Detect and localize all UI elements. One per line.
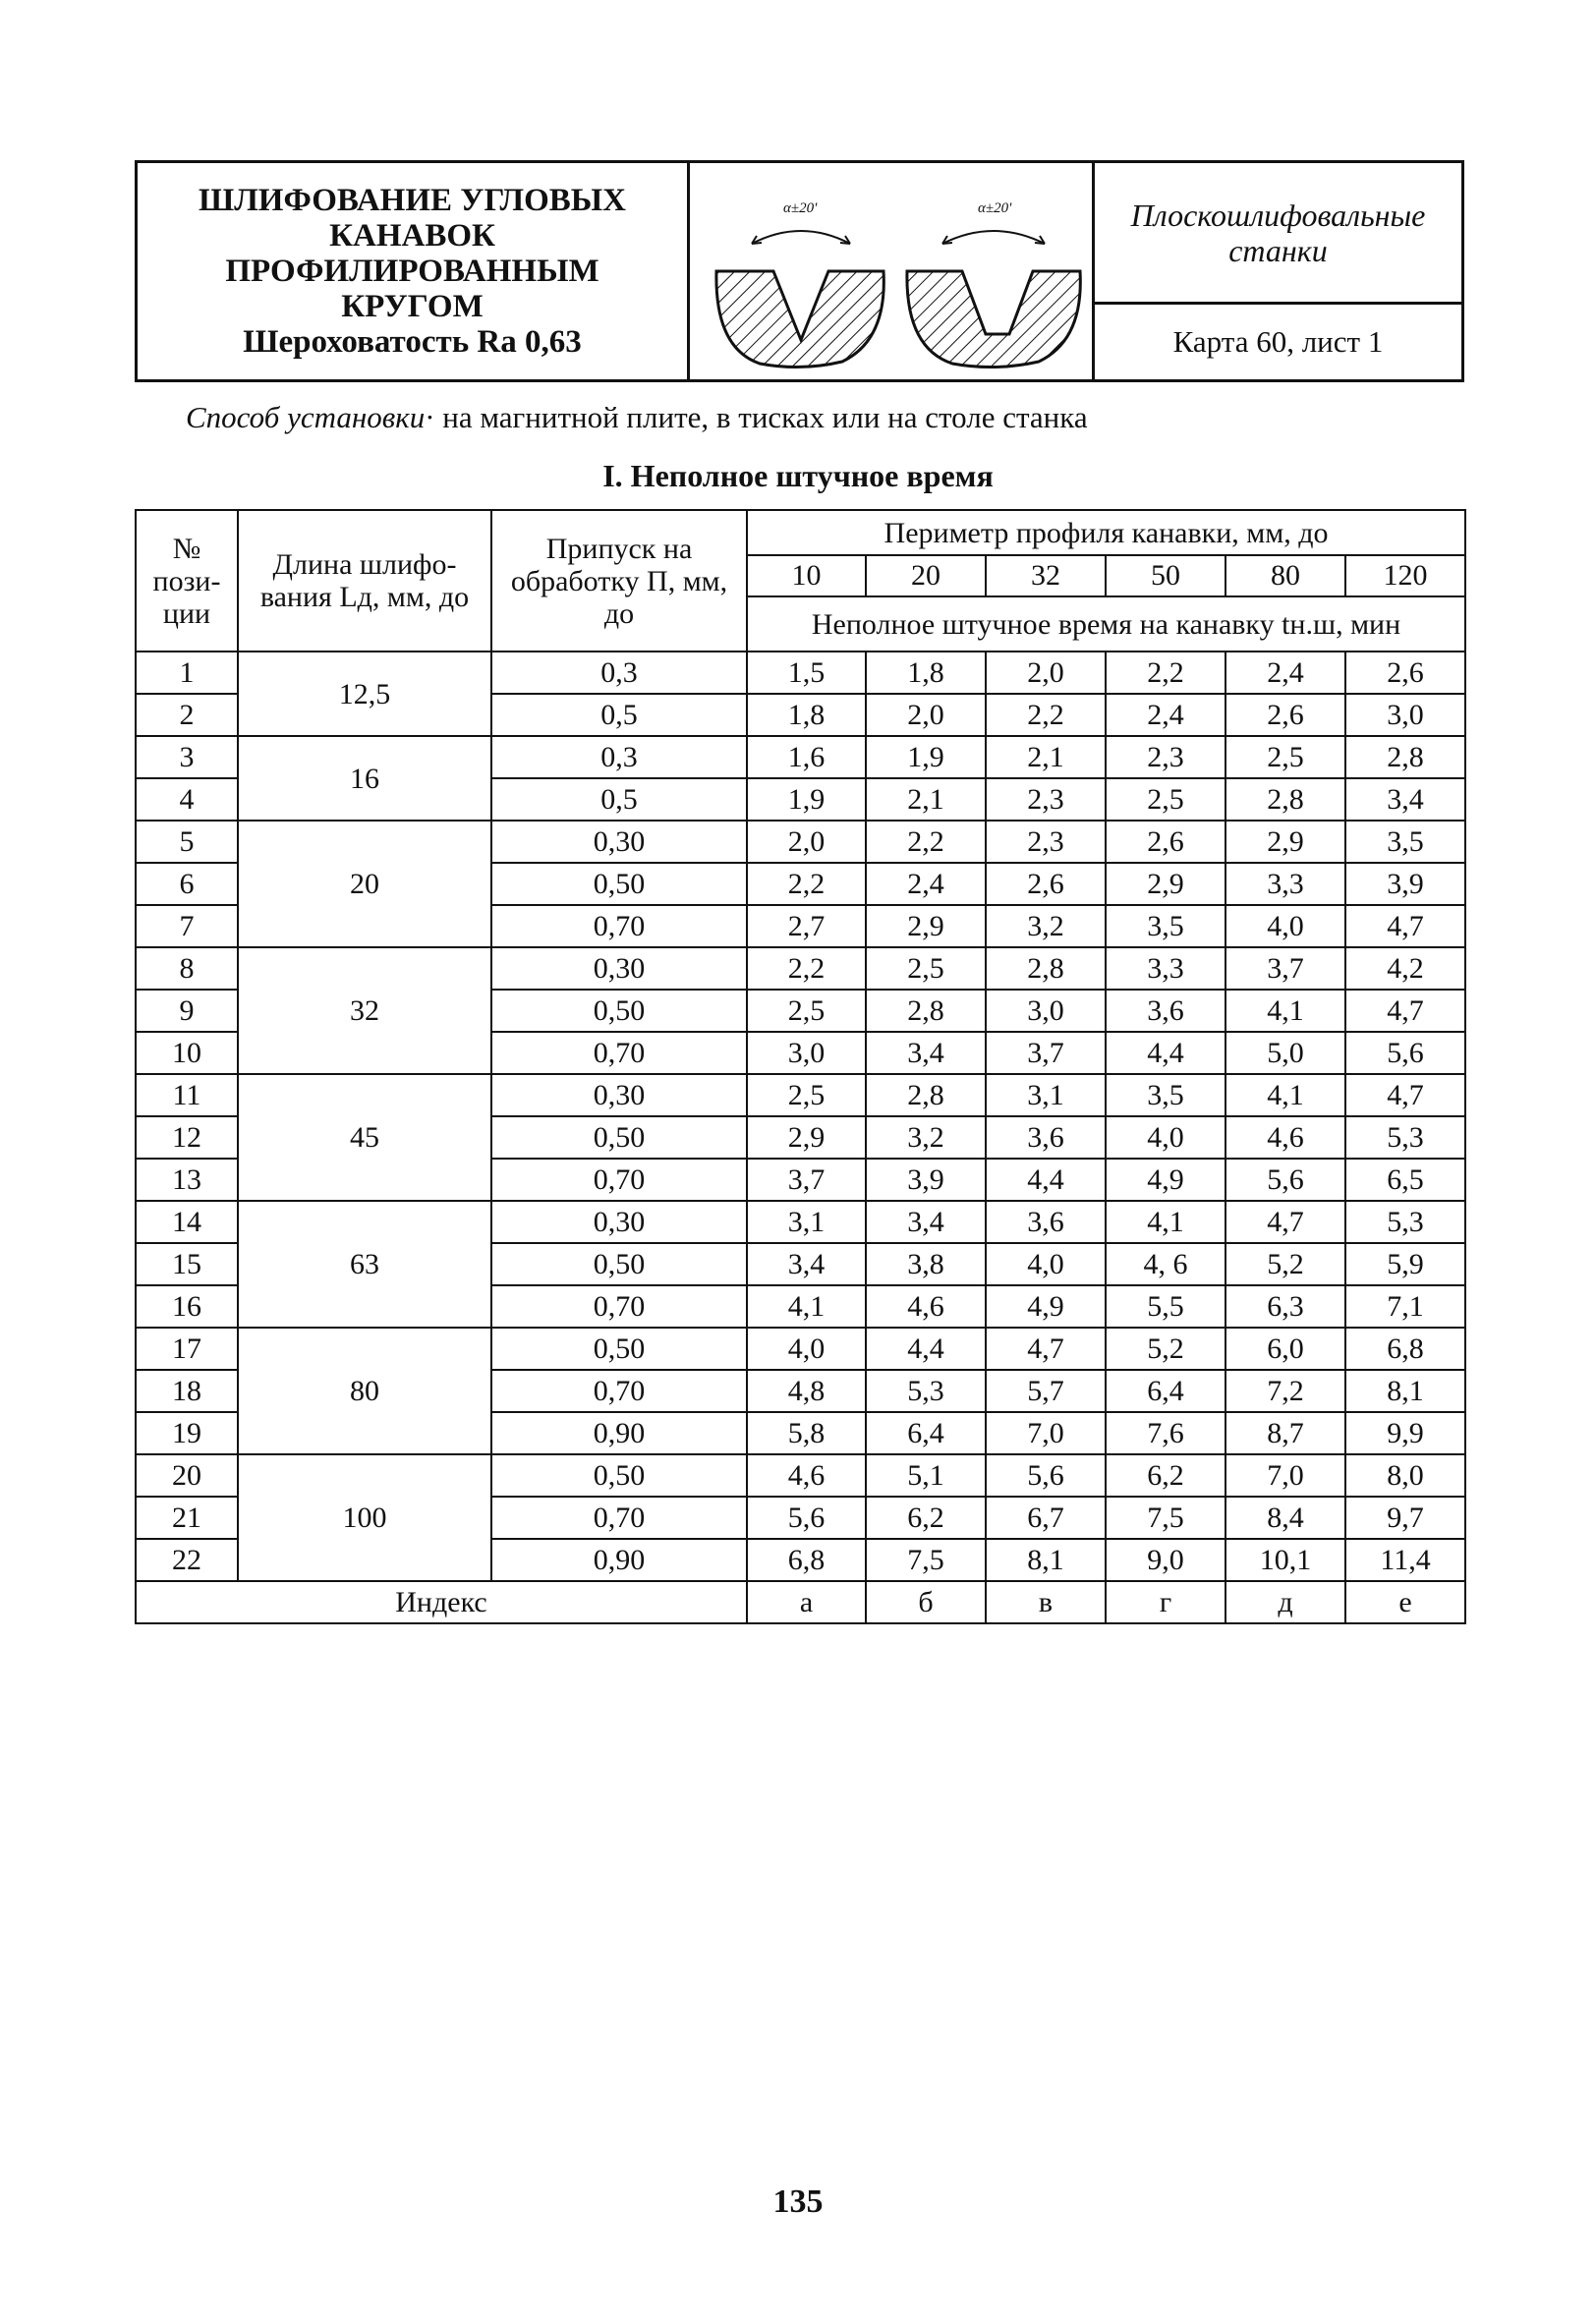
time-value: 8,1 [1345, 1370, 1465, 1412]
time-value: 5,7 [986, 1370, 1106, 1412]
grinding-length: 32 [238, 947, 491, 1074]
time-value: 5,6 [747, 1497, 866, 1539]
time-value: 9,7 [1345, 1497, 1465, 1539]
time-value: 2,2 [1106, 652, 1226, 694]
position-number: 10 [136, 1032, 238, 1074]
time-value: 4,0 [1226, 905, 1345, 947]
table-row [136, 1328, 1465, 1370]
time-value: 7,0 [986, 1412, 1106, 1454]
time-value: 5,2 [1226, 1243, 1345, 1285]
position-number: 21 [136, 1497, 238, 1539]
time-value: 2,6 [1106, 821, 1226, 863]
time-value: 6,7 [986, 1497, 1106, 1539]
grinding-length: 80 [238, 1328, 491, 1454]
time-value: 3,5 [1106, 905, 1226, 947]
time-value: 3,1 [986, 1074, 1106, 1116]
time-value: 2,4 [866, 863, 986, 905]
angle-label-left: α±20' [782, 200, 817, 216]
index-letter: а [747, 1581, 866, 1623]
time-value: 4, 6 [1106, 1243, 1226, 1285]
time-value: 4,9 [986, 1285, 1106, 1328]
header-perimeter: Периметр профиля канавки, мм, до [747, 510, 1465, 555]
time-value: 3,2 [866, 1116, 986, 1159]
time-value: 4,0 [1106, 1116, 1226, 1159]
position-number: 3 [136, 736, 238, 778]
card-info [1095, 163, 1461, 379]
position-number: 13 [136, 1159, 238, 1201]
header-length: Длина шлифо- вания Lд, мм, до [238, 510, 491, 652]
time-value: 2,5 [747, 990, 866, 1032]
grinding-length: 20 [238, 821, 491, 947]
time-value: 3,6 [1106, 990, 1226, 1032]
allowance: 0,70 [491, 1370, 747, 1412]
header-position: № пози- ции [136, 510, 238, 652]
time-value: 1,9 [747, 778, 866, 821]
time-value: 3,2 [986, 905, 1106, 947]
time-value: 5,0 [1226, 1032, 1345, 1074]
position-number: 15 [136, 1243, 238, 1285]
time-value: 6,2 [1106, 1454, 1226, 1497]
time-value: 7,6 [1106, 1412, 1226, 1454]
table-row [136, 821, 1465, 863]
section-title: I. Неполное штучное время [602, 458, 994, 493]
time-value: 3,3 [1226, 863, 1345, 905]
time-value: 2,5 [1226, 736, 1345, 778]
time-value: 10,1 [1226, 1539, 1345, 1581]
time-value: 4,6 [747, 1454, 866, 1497]
time-value: 2,3 [986, 778, 1106, 821]
time-value: 6,2 [866, 1497, 986, 1539]
time-value: 6,4 [1106, 1370, 1226, 1412]
time-value: 5,1 [866, 1454, 986, 1497]
position-number: 14 [136, 1201, 238, 1243]
page-number: 135 [772, 2183, 824, 2220]
allowance: 0,70 [491, 1497, 747, 1539]
time-value: 3,5 [1106, 1074, 1226, 1116]
time-value: 2,2 [747, 947, 866, 990]
time-value: 3,0 [1345, 694, 1465, 736]
allowance: 0,70 [491, 1159, 747, 1201]
time-value: 4,4 [986, 1159, 1106, 1201]
allowance: 0,5 [491, 778, 747, 821]
time-value: 2,6 [1345, 652, 1465, 694]
allowance: 0,50 [491, 990, 747, 1032]
time-value: 6,4 [866, 1412, 986, 1454]
perimeter-10: 10 [747, 555, 866, 596]
groove-profile-illustration [695, 173, 1088, 369]
index-letter: г [1106, 1581, 1226, 1623]
time-value: 3,7 [747, 1159, 866, 1201]
time-value: 2,4 [1106, 694, 1226, 736]
position-number: 2 [136, 694, 238, 736]
time-value: 3,7 [1226, 947, 1345, 990]
table-row [136, 652, 1465, 694]
grinding-length: 12,5 [238, 652, 491, 736]
time-value: 4,7 [1345, 990, 1465, 1032]
time-value: 2,6 [986, 863, 1106, 905]
setup-text: на магнитной плите, в тисках или на столе станка [442, 400, 1088, 434]
card-title [138, 163, 690, 379]
time-value: 4,0 [986, 1243, 1106, 1285]
time-value: 2,0 [866, 694, 986, 736]
angle-arc-left [752, 231, 850, 244]
allowance: 0,50 [491, 1328, 747, 1370]
time-value: 5,6 [1226, 1159, 1345, 1201]
position-number: 6 [136, 863, 238, 905]
grinding-length: 16 [238, 736, 491, 821]
time-value: 3,4 [747, 1243, 866, 1285]
time-value: 2,3 [986, 821, 1106, 863]
time-value: 1,5 [747, 652, 866, 694]
time-value: 4,8 [747, 1370, 866, 1412]
perimeter-50: 50 [1106, 555, 1226, 596]
time-value: 3,8 [866, 1243, 986, 1285]
perimeter-32: 32 [986, 555, 1106, 596]
time-value: 4,7 [1345, 905, 1465, 947]
position-number: 12 [136, 1116, 238, 1159]
time-value: 2,1 [866, 778, 986, 821]
time-value: 6,5 [1345, 1159, 1465, 1201]
time-value: 5,3 [1345, 1201, 1465, 1243]
time-value: 4,4 [866, 1328, 986, 1370]
time-value: 2,8 [986, 947, 1106, 990]
time-value: 1,9 [866, 736, 986, 778]
allowance: 0,70 [491, 1285, 747, 1328]
index-letter: д [1226, 1581, 1345, 1623]
position-number: 22 [136, 1539, 238, 1581]
allowance: 0,30 [491, 1201, 747, 1243]
index-row [136, 1581, 1465, 1623]
time-value: 7,5 [866, 1539, 986, 1581]
time-value: 11,4 [1345, 1539, 1465, 1581]
time-value: 3,9 [1345, 863, 1465, 905]
time-value: 3,4 [866, 1201, 986, 1243]
position-number: 17 [136, 1328, 238, 1370]
time-value: 2,8 [866, 1074, 986, 1116]
table-row [136, 1454, 1465, 1497]
time-value: 4,7 [986, 1328, 1106, 1370]
time-value: 2,8 [1345, 736, 1465, 778]
time-value: 2,9 [1226, 821, 1345, 863]
v-groove-flat [906, 271, 1079, 368]
index-letter: в [986, 1581, 1106, 1623]
time-value: 6,8 [747, 1539, 866, 1581]
allowance: 0,3 [491, 652, 747, 694]
allowance: 0,70 [491, 905, 747, 947]
time-value: 4,2 [1345, 947, 1465, 990]
time-value: 2,9 [1106, 863, 1226, 905]
time-value: 9,0 [1106, 1539, 1226, 1581]
allowance: 0,50 [491, 1454, 747, 1497]
time-value: 4,1 [747, 1285, 866, 1328]
time-value: 4,6 [1226, 1116, 1345, 1159]
position-number: 9 [136, 990, 238, 1032]
time-value: 2,8 [866, 990, 986, 1032]
time-value: 9,9 [1345, 1412, 1465, 1454]
time-value: 2,8 [1226, 778, 1345, 821]
time-value: 6,8 [1345, 1328, 1465, 1370]
allowance: 0,30 [491, 821, 747, 863]
position-number: 20 [136, 1454, 238, 1497]
setup-method: Способ установки· на магнитной плите, в тисках или на столе станка [186, 400, 1088, 434]
time-value: 4,7 [1345, 1074, 1465, 1116]
allowance: 0,50 [491, 1116, 747, 1159]
position-number: 19 [136, 1412, 238, 1454]
time-value: 8,7 [1226, 1412, 1345, 1454]
time-value: 7,5 [1106, 1497, 1226, 1539]
time-value: 2,6 [1226, 694, 1345, 736]
grinding-length: 63 [238, 1201, 491, 1328]
grinding-length: 45 [238, 1074, 491, 1201]
position-number: 8 [136, 947, 238, 990]
time-value: 4,6 [866, 1285, 986, 1328]
machine-type: Плоскошлифовальные станки [1095, 163, 1461, 305]
title-line-2: КАНАВОК [329, 218, 495, 254]
time-value: 6,0 [1226, 1328, 1345, 1370]
time-value: 2,0 [747, 821, 866, 863]
time-value: 2,4 [1226, 652, 1345, 694]
time-value: 7,0 [1226, 1454, 1345, 1497]
time-value: 3,1 [747, 1201, 866, 1243]
time-value: 5,6 [1345, 1032, 1465, 1074]
time-value: 2,3 [1106, 736, 1226, 778]
perimeter-80: 80 [1226, 555, 1345, 596]
roughness: Шероховатость Ra 0,63 [243, 324, 582, 360]
position-number: 11 [136, 1074, 238, 1116]
time-value: 8,4 [1226, 1497, 1345, 1539]
time-value: 5,3 [1345, 1116, 1465, 1159]
index-letter: б [866, 1581, 986, 1623]
table-row [136, 947, 1465, 990]
position-number: 4 [136, 778, 238, 821]
position-number: 7 [136, 905, 238, 947]
allowance: 0,5 [491, 694, 747, 736]
time-value: 5,5 [1106, 1285, 1226, 1328]
time-value: 2,5 [1106, 778, 1226, 821]
time-table [135, 509, 1466, 1624]
time-value: 2,7 [747, 905, 866, 947]
time-value: 2,9 [866, 905, 986, 947]
perimeter-120: 120 [1345, 555, 1465, 596]
time-value: 5,2 [1106, 1328, 1226, 1370]
time-value: 2,5 [747, 1074, 866, 1116]
time-value: 3,0 [986, 990, 1106, 1032]
time-value: 1,8 [866, 652, 986, 694]
time-value: 8,0 [1345, 1454, 1465, 1497]
header-time: Неполное штучное время на канавку tн.ш, мин [747, 596, 1465, 652]
time-value: 3,9 [866, 1159, 986, 1201]
allowance: 0,50 [491, 1243, 747, 1285]
v-groove-sharp [715, 271, 883, 368]
time-value: 2,0 [986, 652, 1106, 694]
time-value: 7,2 [1226, 1370, 1345, 1412]
position-number: 5 [136, 821, 238, 863]
allowance: 0,30 [491, 1074, 747, 1116]
table-row [136, 1074, 1465, 1116]
perimeter-20: 20 [866, 555, 986, 596]
time-value: 6,3 [1226, 1285, 1345, 1328]
index-letter: е [1345, 1581, 1465, 1623]
time-value: 4,1 [1226, 1074, 1345, 1116]
card-header [135, 160, 1464, 382]
time-value: 8,1 [986, 1539, 1106, 1581]
allowance: 0,50 [491, 863, 747, 905]
angle-label-right: α±20' [977, 200, 1011, 216]
position-number: 1 [136, 652, 238, 694]
table-row [136, 736, 1465, 778]
time-value: 1,6 [747, 736, 866, 778]
time-value: 3,7 [986, 1032, 1106, 1074]
time-value: 4,0 [747, 1328, 866, 1370]
time-value: 3,6 [986, 1201, 1106, 1243]
groove-figure [690, 163, 1095, 379]
allowance: 0,90 [491, 1412, 747, 1454]
title-line-1: ШЛИФОВАНИЕ УГЛОВЫХ [198, 183, 626, 218]
time-value: 2,5 [866, 947, 986, 990]
card-number: Карта 60, лист 1 [1172, 324, 1384, 359]
title-line-3: ПРОФИЛИРОВАННЫМ [225, 254, 599, 289]
time-value: 2,1 [986, 736, 1106, 778]
time-value: 4,9 [1106, 1159, 1226, 1201]
title-line-4: КРУГОМ [341, 289, 484, 324]
time-value: 5,3 [866, 1370, 986, 1412]
time-value: 2,2 [747, 863, 866, 905]
time-value: 3,4 [866, 1032, 986, 1074]
allowance: 0,30 [491, 947, 747, 990]
allowance: 0,70 [491, 1032, 747, 1074]
index-label: Индекс [136, 1581, 747, 1623]
time-value: 3,4 [1345, 778, 1465, 821]
grinding-length: 100 [238, 1454, 491, 1581]
time-value: 5,9 [1345, 1243, 1465, 1285]
time-value: 2,9 [747, 1116, 866, 1159]
allowance: 0,3 [491, 736, 747, 778]
setup-label: Способ установки [186, 400, 426, 434]
header-allowance: Припуск на обработку П, мм, до [491, 510, 747, 652]
time-value: 2,2 [866, 821, 986, 863]
time-value: 3,5 [1345, 821, 1465, 863]
time-value: 5,6 [986, 1454, 1106, 1497]
time-value: 5,8 [747, 1412, 866, 1454]
time-value: 3,6 [986, 1116, 1106, 1159]
time-value: 1,8 [747, 694, 866, 736]
time-value: 4,1 [1226, 990, 1345, 1032]
time-value: 7,1 [1345, 1285, 1465, 1328]
angle-arc-right [942, 231, 1045, 244]
position-number: 16 [136, 1285, 238, 1328]
allowance: 0,90 [491, 1539, 747, 1581]
time-value: 4,1 [1106, 1201, 1226, 1243]
time-value: 3,3 [1106, 947, 1226, 990]
time-value: 4,7 [1226, 1201, 1345, 1243]
time-value: 3,0 [747, 1032, 866, 1074]
table-row [136, 1201, 1465, 1243]
time-value: 2,2 [986, 694, 1106, 736]
time-value: 4,4 [1106, 1032, 1226, 1074]
position-number: 18 [136, 1370, 238, 1412]
